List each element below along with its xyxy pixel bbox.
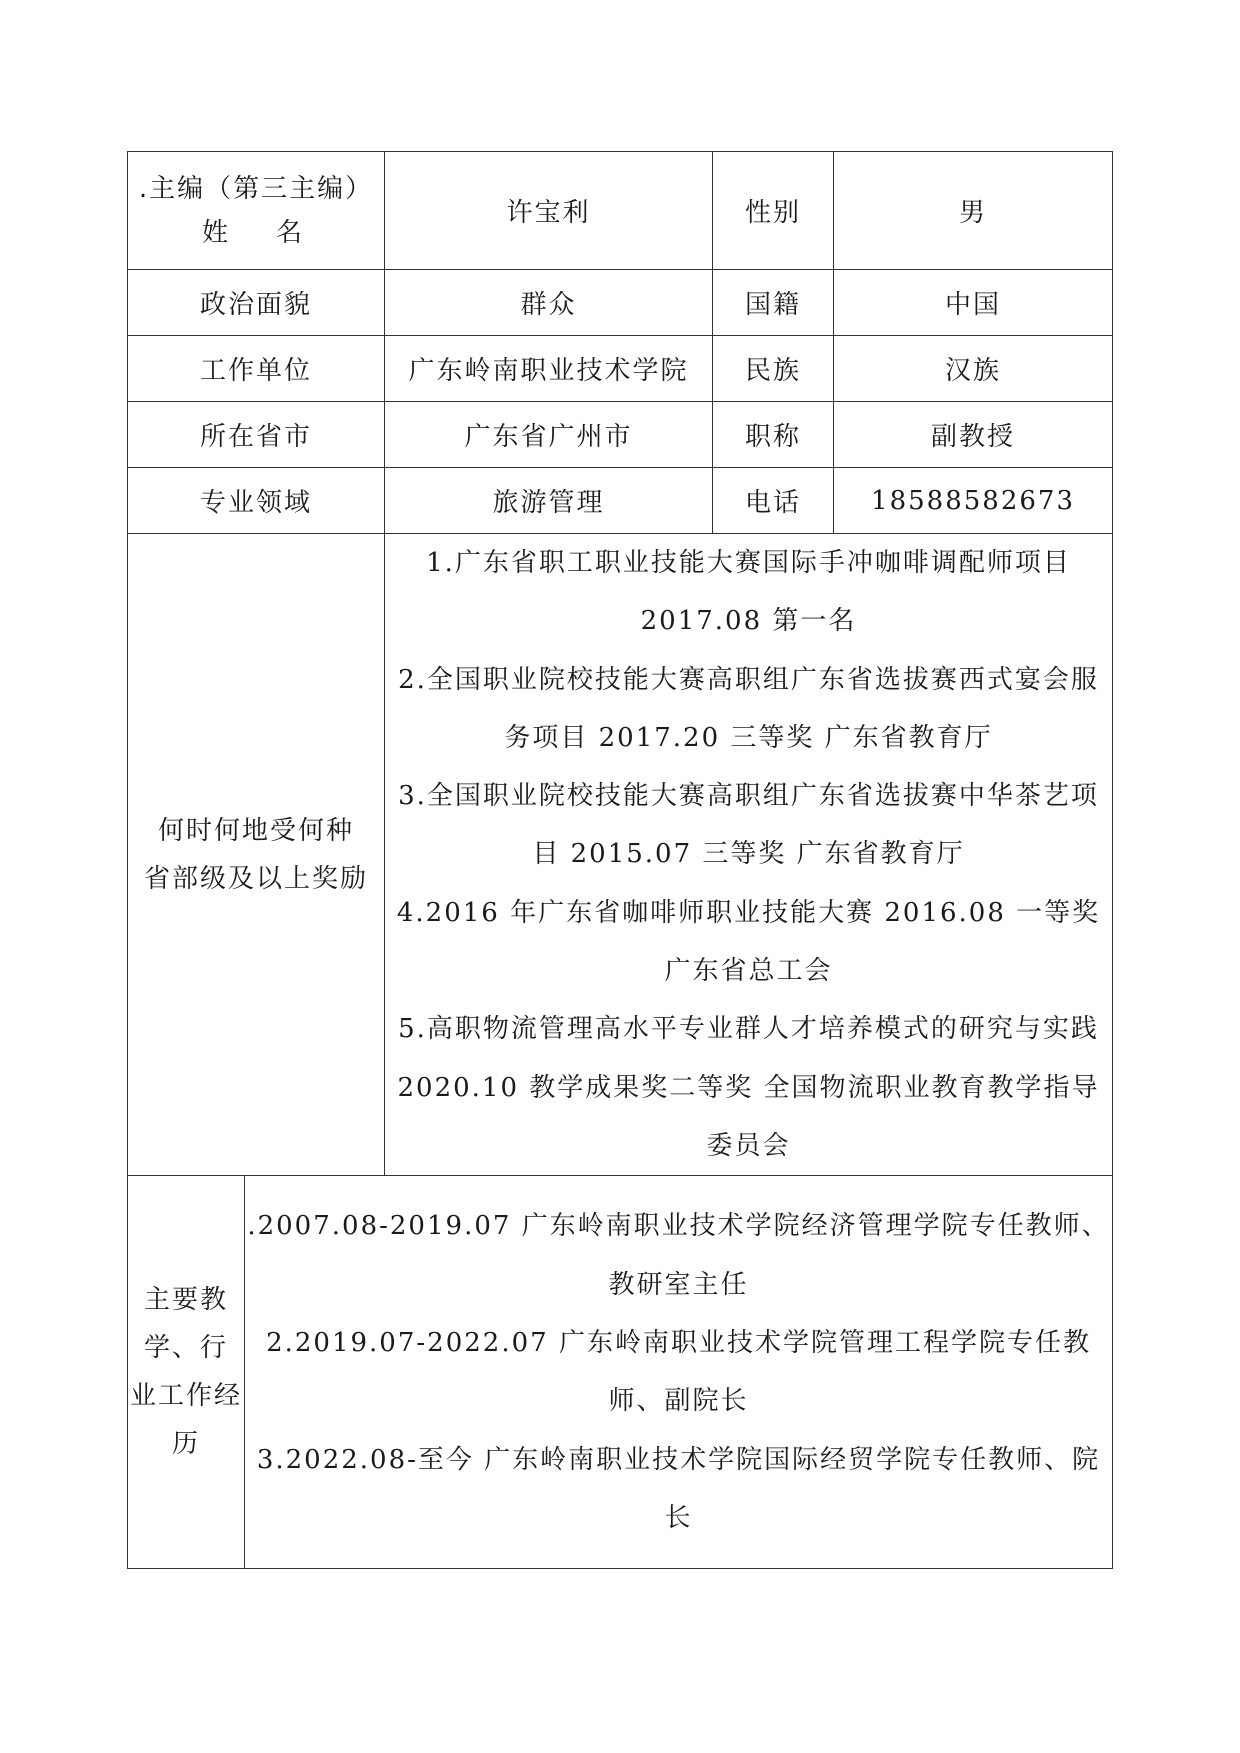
employer-value: 广东岭南职业技术学院: [385, 336, 713, 402]
award-item: 3.全国职业院校技能大赛高职组广东省选拔赛中华茶艺项目 2015.07 三等奖 广东省教育厅: [398, 781, 1099, 870]
name-label-cell: [128, 152, 385, 270]
experience-item: 2.2019.07-2022.07 广东岭南职业技术学院管理工程学院专任教师、副院长: [266, 1327, 1091, 1417]
row-experience: [128, 1176, 1113, 1569]
row-field: [128, 468, 1113, 534]
row-name: [128, 152, 1113, 270]
row-employer: [128, 336, 1113, 402]
award-item: 5.高职物流管理高水平专业群人才培养模式的研究与实践 2020.10 教学成果奖二等奖 全国物流职业教育教学指导委员会: [397, 1014, 1100, 1161]
experience-item: 3.2022.08-至今 广东岭南职业技术学院国际经贸学院专任教师、院长: [256, 1444, 1101, 1533]
field-label: 专业领域: [128, 468, 385, 534]
nationality-label: 国籍: [713, 270, 834, 336]
name-label-line1: .主编（第三主编）: [138, 173, 374, 204]
ethnicity-value: 汉族: [834, 336, 1113, 402]
field-value: 旅游管理: [385, 468, 713, 534]
name-label-line2: 姓名: [202, 217, 351, 248]
award-item: 1.广东省职工职业技能大赛国际手冲咖啡调配师项目 2017.08 第一名: [426, 548, 1071, 637]
title-value: 副教授: [834, 402, 1113, 468]
gender-label: 性别: [713, 152, 834, 270]
title-label: 职称: [713, 402, 834, 468]
awards-list: [385, 534, 1113, 1176]
phone-label: 电话: [713, 468, 834, 534]
ethnicity-label: 民族: [713, 336, 834, 402]
row-province: [128, 402, 1113, 468]
experience-label-line2: 业工作经历: [129, 1381, 242, 1460]
awards-label-line1: 何时何地受何种: [158, 815, 355, 846]
row-awards: [128, 534, 1113, 1176]
award-item: 4.2016 年广东省咖啡师职业技能大赛 2016.08 一等奖广东省总工会: [396, 897, 1101, 987]
experience-label-line1: 主要教学、行: [143, 1285, 228, 1364]
political-label: 政治面貌: [128, 270, 385, 336]
gender-value: 男: [834, 152, 1113, 270]
experience-item: .2007.08-2019.07 广东岭南职业技术学院经济管理学院专任教师、教研室主任: [247, 1211, 1110, 1300]
profile-form-table: [127, 151, 1113, 1569]
row-political: [128, 270, 1113, 336]
phone-value: 18588582673: [834, 468, 1113, 534]
awards-label-line2: 省部级及以上奖励: [144, 863, 369, 894]
province-value: 广东省广州市: [385, 402, 713, 468]
experience-list: [245, 1176, 1113, 1569]
province-label: 所在省市: [128, 402, 385, 468]
name-value: 许宝利: [385, 152, 713, 270]
award-item: 2.全国职业院校技能大赛高职组广东省选拔赛西式宴会服务项目 2017.20 三等奖 广东省教育厅: [398, 664, 1099, 753]
nationality-value: 中国: [834, 270, 1113, 336]
experience-label: [128, 1176, 245, 1569]
employer-label: 工作单位: [128, 336, 385, 402]
awards-label: [128, 534, 385, 1176]
political-value: 群众: [385, 270, 713, 336]
